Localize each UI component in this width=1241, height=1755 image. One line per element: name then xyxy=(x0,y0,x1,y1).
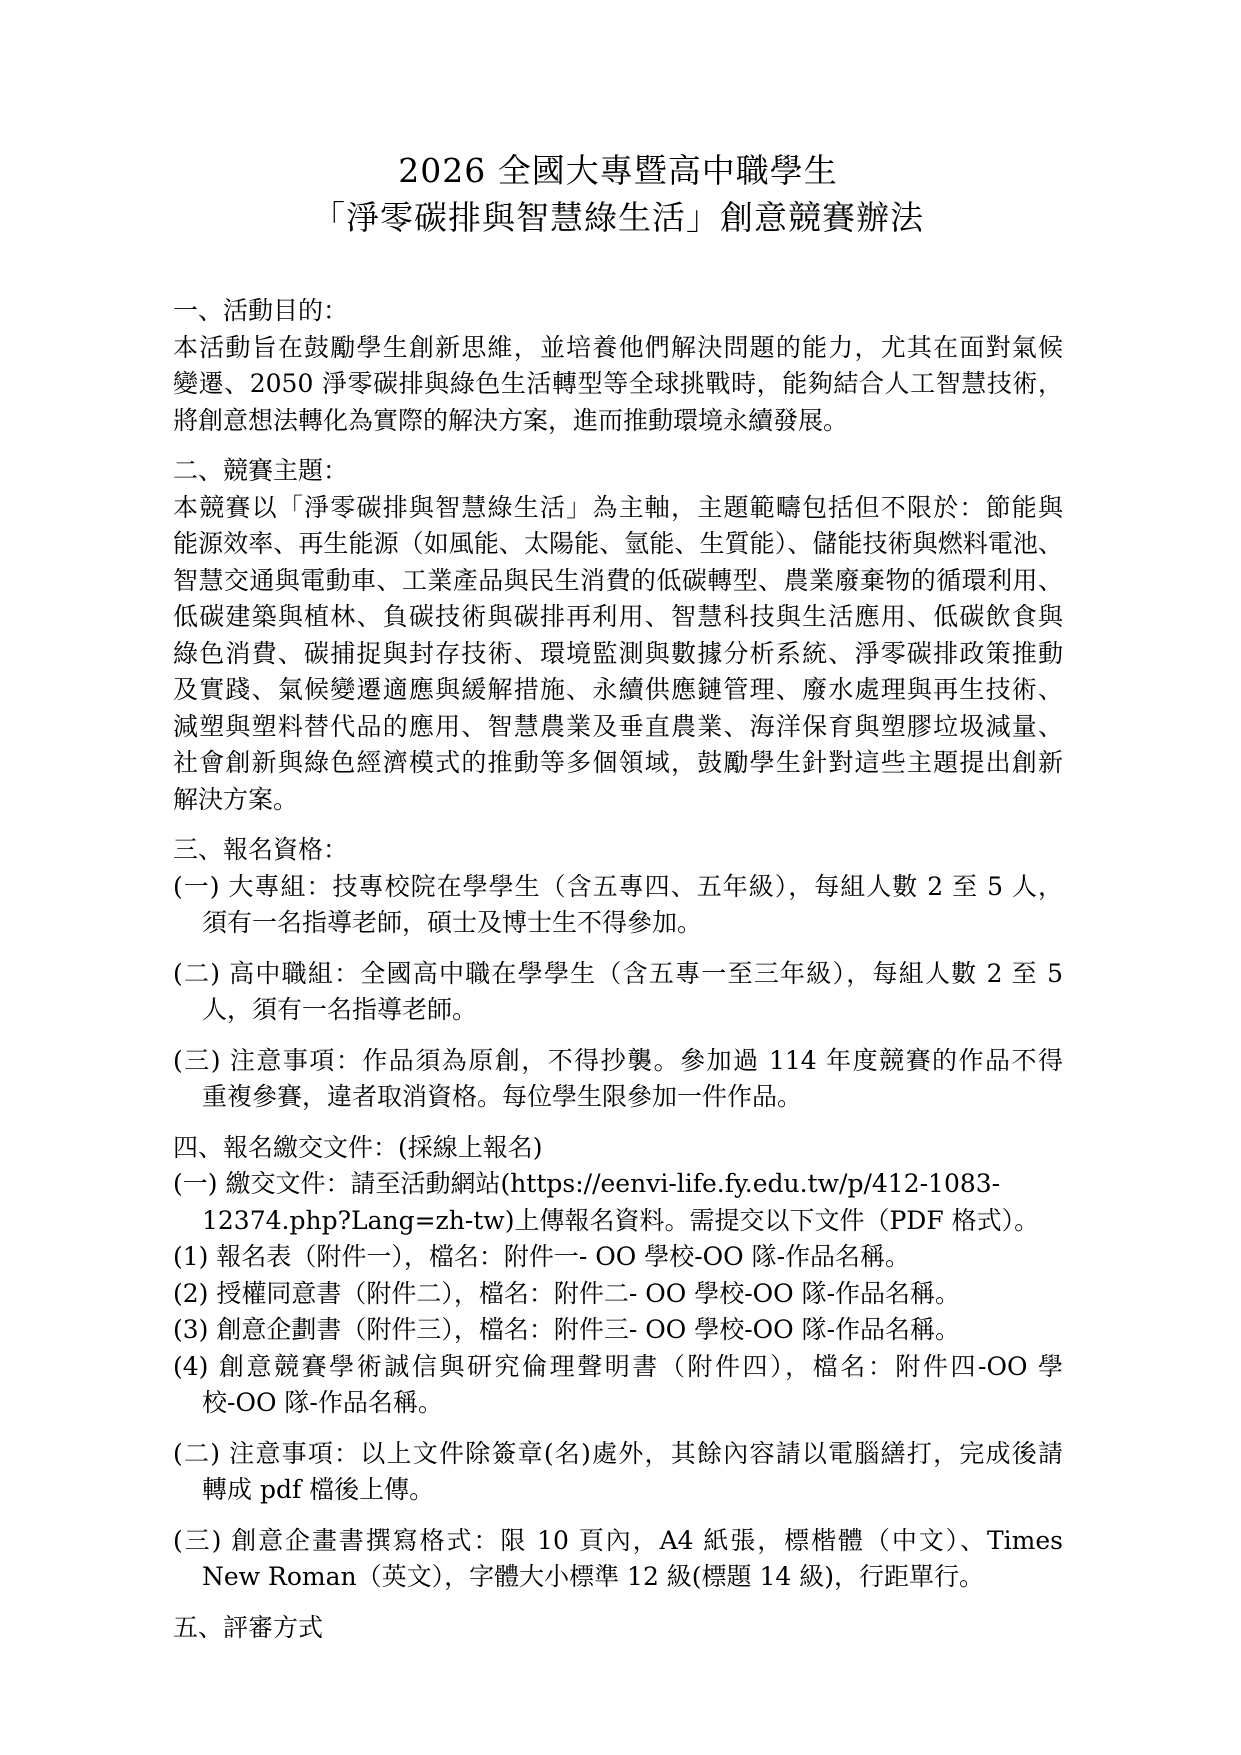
document-line: 社會創新與綠色經濟模式的推動等多個領域，鼓勵學生針對這些主題提出創新 xyxy=(173,748,1063,777)
document-line: 及實踐、氣候變遷適應與緩解措施、永續供應鏈管理、廢水處理與再生技術、 xyxy=(173,675,1063,704)
document-line: (1) 報名表（附件一），檔名：附件一- OO 學校-OO 隊-作品名稱。 xyxy=(173,1242,911,1271)
document-line: New Roman（英文），字體大小標準 12 級(標題 14 級)，行距單行。 xyxy=(202,1562,985,1591)
document-line: (三) 創意企畫書撰寫格式：限 10 頁內，A4 紙張，標楷體（中文）、Times xyxy=(173,1525,1063,1555)
document-line: 校-OO 隊-作品名稱。 xyxy=(202,1388,443,1417)
document-line: 能源效率、再生能源（如風能、太陽能、氫能、生質能）、儲能技術與燃料電池、 xyxy=(173,529,1063,558)
document-line: 須有一名指導老師，碩士及博士生不得參加。 xyxy=(202,908,703,937)
document-title-line-2: 「淨零碳排與智慧綠生活」創意競賽辦法 xyxy=(312,198,924,237)
document-line: 解決方案。 xyxy=(173,784,299,814)
document-line: 綠色消費、碳捕捉與封存技術、環境監測與數據分析系統、淨零碳排政策推動 xyxy=(173,638,1063,668)
document-line: 重複參賽，違者取消資格。每位學生限參加一件作品。 xyxy=(202,1082,803,1111)
document-line: 本競賽以「淨零碳排與智慧綠生活」為主軸，主題範疇包括但不限於：節能與 xyxy=(173,492,1063,522)
document-line: 三、報名資格： xyxy=(173,835,349,864)
document-line: 減塑與塑料替代品的應用、智慧農業及垂直農業、海洋保育與塑膠垃圾減量、 xyxy=(173,711,1063,741)
document-line: 五、評審方式 xyxy=(173,1612,324,1642)
document-line: 二、競賽主題： xyxy=(173,456,349,485)
document-line: 本活動旨在鼓勵學生創新思維，並培養他們解決問題的能力，尤其在面對氣候 xyxy=(173,332,1063,362)
document-line: 低碳建築與植林、負碳技術與碳排再利用、智慧科技與生活應用、低碳飲食與 xyxy=(173,602,1063,631)
document-line: (二) 注意事項：以上文件除簽章(名)處外，其餘內容請以電腦繕打，完成後請 xyxy=(173,1438,1063,1468)
document-title-line-1: 2026 全國大專暨高中職學生 xyxy=(398,151,838,190)
document-line: 變遷、2050 淨零碳排與綠色生活轉型等全球挑戰時，能夠結合人工智慧技術， xyxy=(173,369,1063,398)
document-body xyxy=(173,293,1063,1646)
document-title xyxy=(173,147,1063,241)
document-line: 12374.php?Lang=zh-tw)上傳報名資料。需提交以下文件（PDF 格式）。 xyxy=(202,1205,1040,1235)
document-line: (2) 授權同意書（附件二），檔名：附件二- OO 學校-OO 隊-作品名稱。 xyxy=(173,1278,961,1308)
document-line: (4) 創意競賽學術誠信與研究倫理聲明書（附件四），檔名：附件四-OO 學 xyxy=(173,1351,1063,1381)
document-line: 智慧交通與電動車、工業產品與民生消費的低碳轉型、農業廢棄物的循環利用、 xyxy=(173,565,1063,595)
document-line: 人，須有一名指導老師。 xyxy=(202,995,478,1024)
document-line: 一、活動目的： xyxy=(173,296,349,325)
document-line: (二) 高中職組：全國高中職在學學生（含五專一至三年級），每組人數 2 至 5 xyxy=(173,958,1063,988)
document-line: (3) 創意企劃書（附件三），檔名：附件三- OO 學校-OO 隊-作品名稱。 xyxy=(173,1315,961,1344)
document-line: (一) 大專組：技專校院在學學生（含五專四、五年級），每組人數 2 至 5 人， xyxy=(173,871,1063,901)
document-line: (一) 繳交文件：請至活動網站(https://eenvi-life.fy.edu.tw/p/412-1083- xyxy=(173,1169,1001,1198)
document-line: 轉成 pdf 檔後上傳。 xyxy=(202,1475,435,1504)
document-line: 四、報名繳交文件：(採線上報名) xyxy=(173,1132,543,1162)
document-content xyxy=(173,147,1063,1646)
document-line: (三) 注意事項：作品須為原創，不得抄襲。參加過 114 年度競賽的作品不得 xyxy=(173,1045,1063,1075)
document-line: 將創意想法轉化為實際的解決方案，進而推動環境永續發展。 xyxy=(173,405,849,435)
